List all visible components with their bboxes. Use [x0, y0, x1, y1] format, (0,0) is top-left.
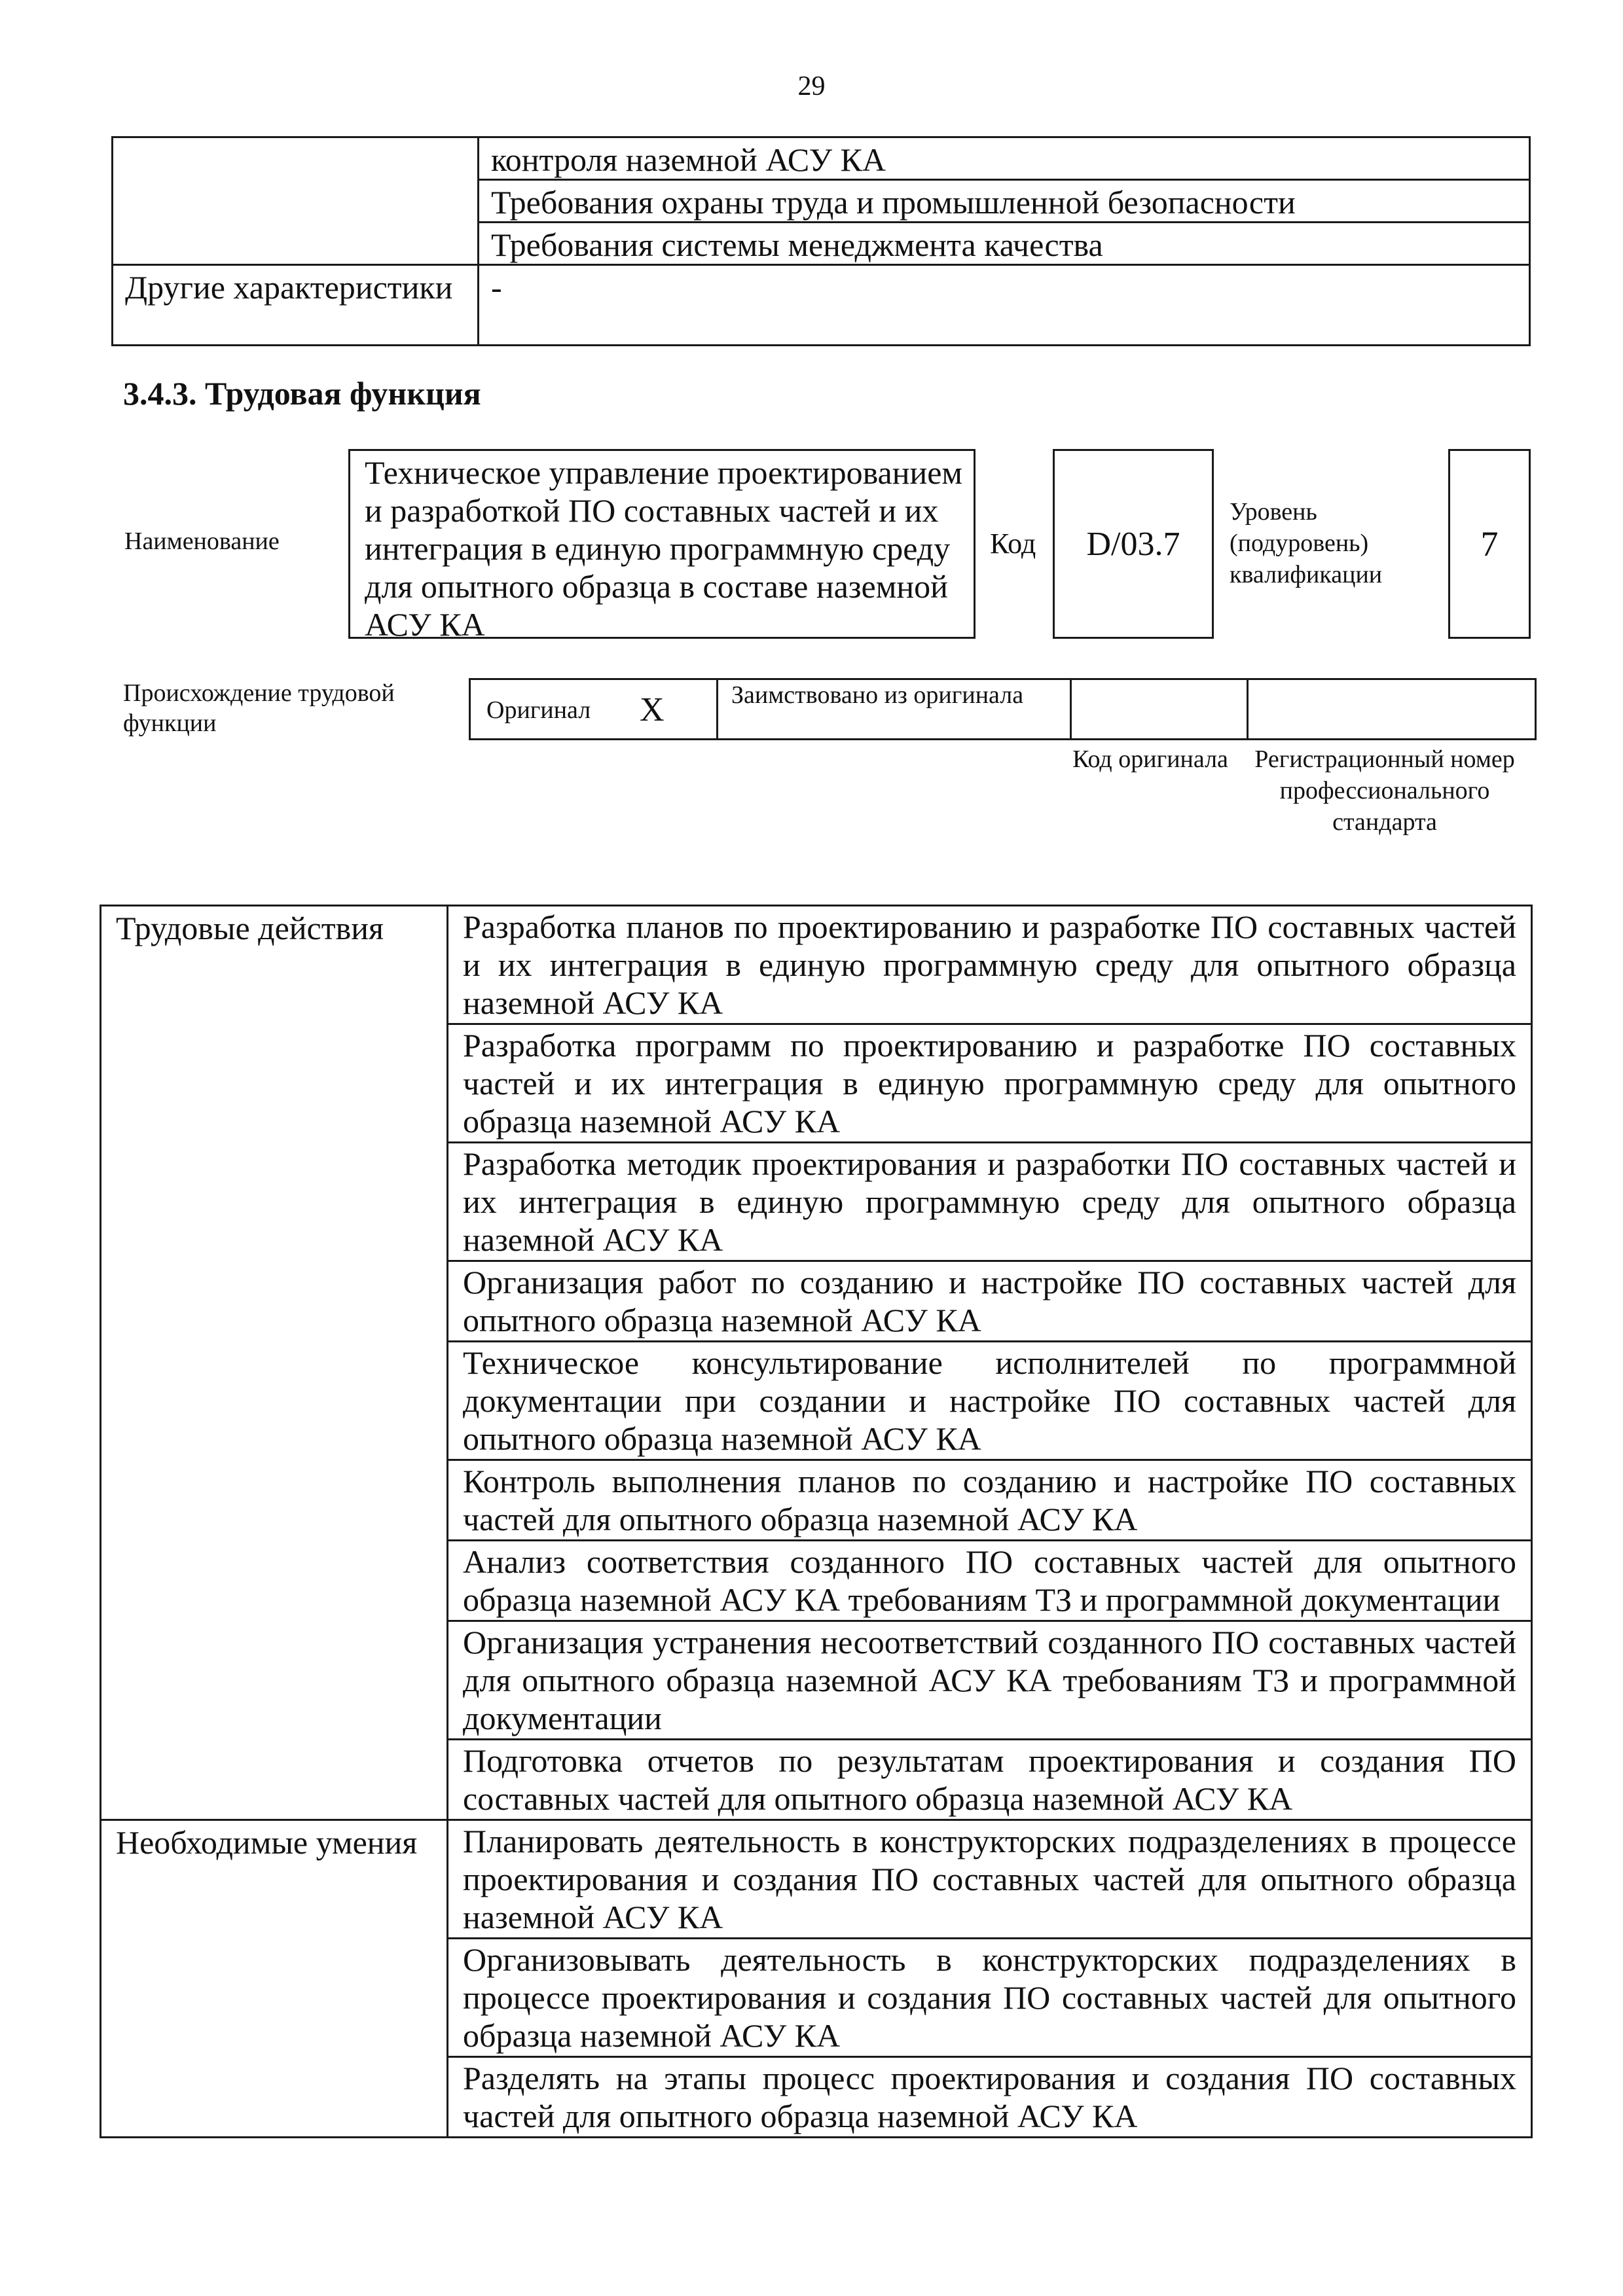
- table-row: Контроль выполнения планов по созданию и настройке ПО составных частей для опытного образца наземной АСУ КА: [448, 1460, 1532, 1541]
- table-row: Требования системы менеджмента качества: [479, 223, 1530, 265]
- table-row: Анализ соответствия созданного ПО составных частей для опытного образца наземной АСУ КА требованиям ТЗ и программной документации: [448, 1541, 1532, 1621]
- table-row: Разработка планов по проектированию и разработке ПО составных частей и их интеграция в единую программную среду для опытного образца наземной АСУ КА: [448, 906, 1532, 1024]
- qualification-level-box: 7: [1448, 449, 1531, 639]
- code-original-caption: Код оригинала: [1072, 745, 1228, 773]
- table-row: Планировать деятельность в конструкторских подразделениях в процессе проектирования и создания ПО составных частей для опытного образца наземной АСУ КА: [448, 1820, 1532, 1939]
- borrowed-label: Заимствовано из оригинала: [718, 679, 1071, 740]
- empty-category-cell: [113, 137, 479, 265]
- reg-number-caption: Регистрационный номер профессионального стандарта: [1254, 745, 1515, 836]
- original-mark: X: [640, 691, 665, 728]
- code-value-box: D/03.7: [1053, 449, 1214, 639]
- code-label: Код: [990, 528, 1036, 560]
- table-row: Организация устранения несоответствий созданного ПО составных частей для опытного образца наземной АСУ КА требованиям ТЗ и программной документации: [448, 1621, 1532, 1740]
- reg-number-cell: [1248, 679, 1536, 740]
- other-characteristics-value: -: [479, 265, 1530, 346]
- table-row: Требования охраны труда и промышленной безопасности: [479, 180, 1530, 223]
- required-skills-label: Необходимые умения: [101, 1820, 448, 2138]
- name-label: Наименование: [124, 528, 280, 555]
- origin-label: Происхождение трудовой функции: [123, 679, 395, 737]
- other-characteristics-label: Другие характеристики: [113, 265, 479, 346]
- page-number: 29: [797, 71, 826, 101]
- table-row: Подготовка отчетов по результатам проектирования и создания ПО составных частей для опытного образца наземной АСУ КА: [448, 1740, 1532, 1820]
- qualification-level-label: Уровень (подуровень) квалификации: [1230, 498, 1383, 588]
- table-row: Разделять на этапы процесс проектирования и создания ПО составных частей для опытного образца наземной АСУ КА: [448, 2057, 1532, 2138]
- table-row: Организация работ по созданию и настройке ПО составных частей для опытного образца наземной АСУ КА: [448, 1261, 1532, 1342]
- table-row: Разработка программ по проектированию и разработке ПО составных частей и их интеграция в единую программную среду для опытного образца наземной АСУ КА: [448, 1024, 1532, 1143]
- code-original-cell: [1071, 679, 1248, 740]
- table-row: Разработка методик проектирования и разработки ПО составных частей и их интеграция в единую программную среду для опытного образца наземной АСУ КА: [448, 1143, 1532, 1261]
- section-heading: 3.4.3. Трудовая функция: [123, 375, 481, 412]
- top-continuation-table: [111, 136, 1531, 346]
- labor-function-table: [100, 905, 1533, 2138]
- table-row: контроля наземной АСУ КА: [479, 137, 1530, 180]
- function-name-box: Техническое управление проектированием и разработкой ПО составных частей и их интеграция в единую программную среду для опытного образца в составе наземной АСУ КА: [348, 449, 976, 639]
- original-label: Оригинал: [486, 696, 591, 724]
- table-row: Организовывать деятельность в конструкторских подразделениях в процессе проектирования и создания ПО составных частей для опытного образца наземной АСУ КА: [448, 1939, 1532, 2057]
- labor-actions-label: Трудовые действия: [101, 906, 448, 1820]
- origin-table: [469, 678, 1537, 740]
- original-cell: [470, 679, 718, 740]
- table-row: Техническое консультирование исполнителей по программной документации при создании и настройке ПО составных частей для опытного образца наземной АСУ КА: [448, 1342, 1532, 1460]
